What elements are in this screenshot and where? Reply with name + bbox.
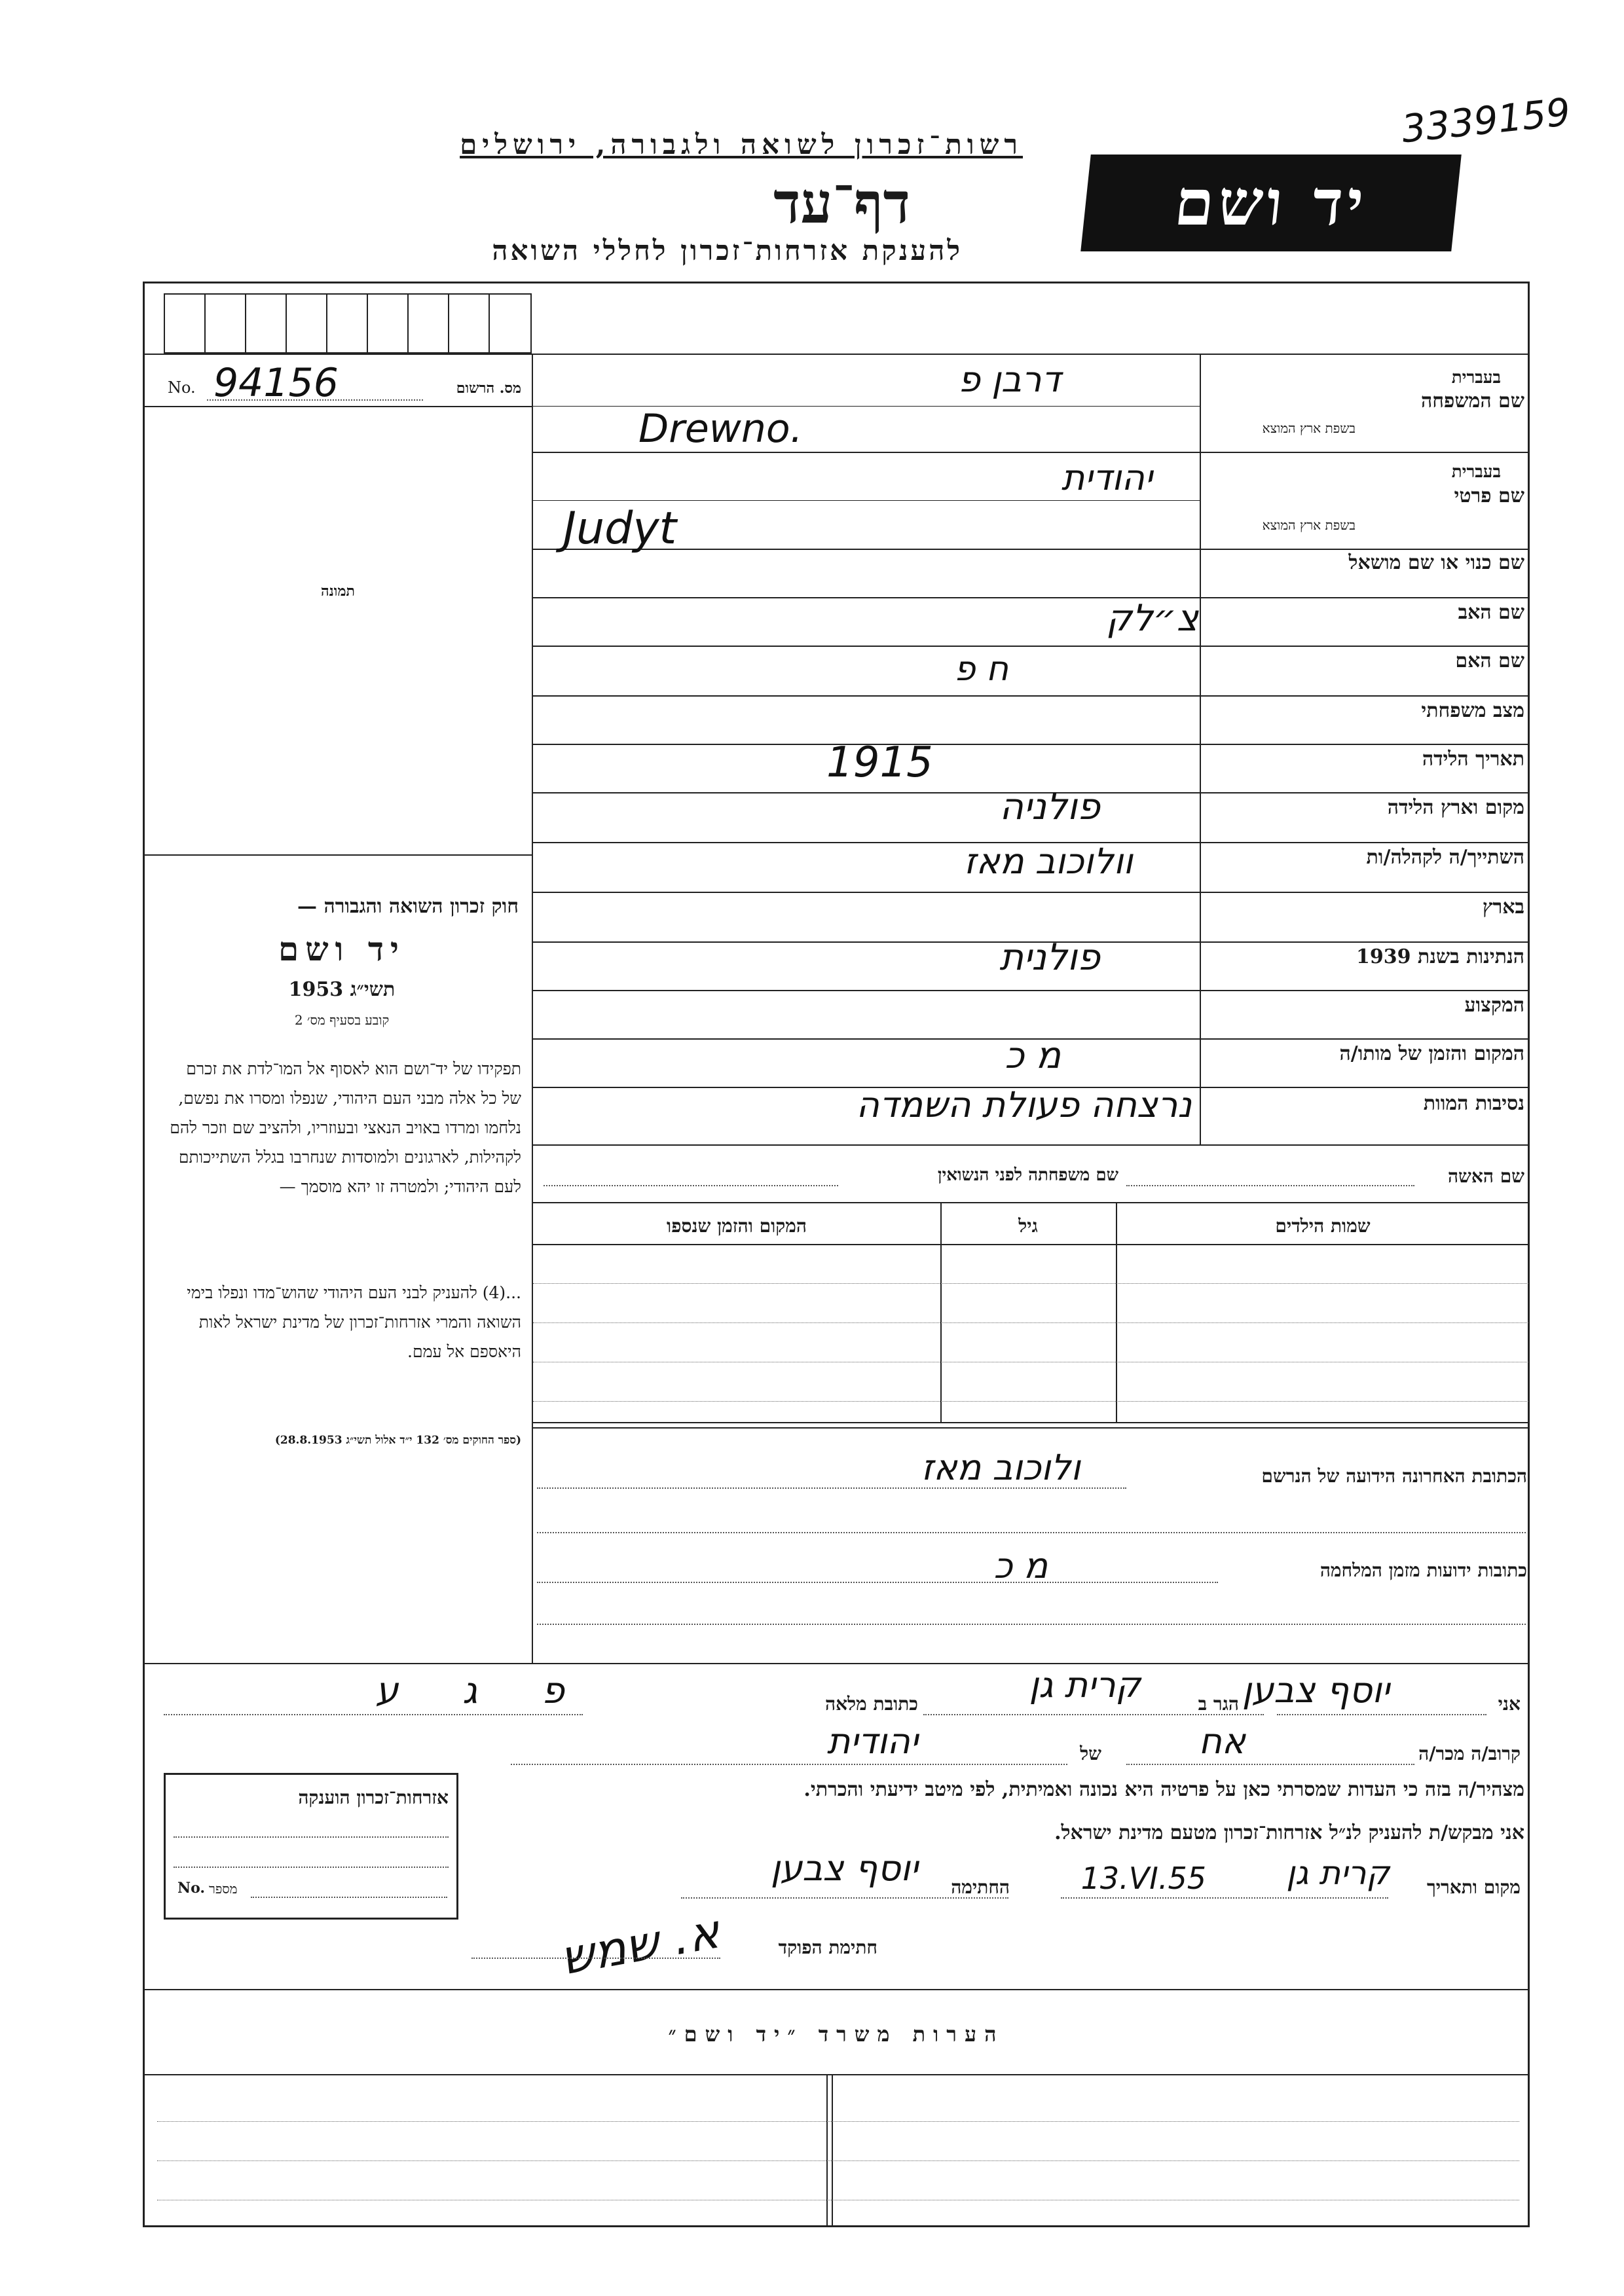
last-address-label: הכתובת האחרונה הידועה של הנרשם (1261, 1465, 1527, 1487)
form-title: דף־עד (773, 170, 910, 236)
law-text-clause: ...(4) להעניק לבני העם היהודי שהוש־מדו ונפלו בימי השואה והמרי אזרחות־זכרון של מדינת ישראל לאות היאספם אל עמם. (187, 1283, 521, 1361)
nationality-label: הנתינות בשנת 1939 (1356, 945, 1524, 968)
nickname-label: שם כנוי או שם מושאל (1348, 551, 1524, 574)
family-name-label: שם המשפחה (1420, 390, 1524, 412)
yad-vashem-logo (1080, 155, 1462, 251)
nationality-value: פולנית (999, 936, 1100, 979)
citizenship-granted-box (164, 1773, 458, 1920)
relation-label: קרוב/ה מכר/ה (1418, 1743, 1521, 1764)
children-place-time-header: המקום והזמן שנספו (667, 1215, 807, 1237)
family-name-hebrew-sublabel: בעברית (1451, 368, 1501, 388)
children-age-header: גיל (1018, 1215, 1038, 1237)
citizenship-box-title: אזרחות־זכרון הוענקה (298, 1787, 449, 1808)
place-date-label: מקום ותאריך (1426, 1876, 1521, 1898)
place-date-row (681, 1848, 1521, 1909)
code-boxes (164, 293, 530, 352)
relation-of-label: של (1080, 1743, 1101, 1764)
birth-date-label: תאריך הלידה (1422, 748, 1524, 771)
photo-label: תמונה (321, 583, 355, 600)
declarant-i-label: אני (1498, 1693, 1521, 1715)
request-text: אני מבקש/ת להעניק לנ״ל אזרחות־זכרון מטעם מדינת ישראל. (1054, 1821, 1524, 1844)
citizenship-box-number-label: מספר (209, 1881, 238, 1897)
stamp-number: 3339159 (1399, 89, 1573, 152)
family-name-origin-value: Drewno. (638, 406, 803, 452)
law-title: חוק זכרון השואה והגבורה — (297, 895, 519, 918)
birth-date-value: 1915 (826, 738, 933, 787)
relation-value: אח (1198, 1721, 1246, 1762)
logo-text: יד ושם (1171, 166, 1371, 240)
citizenship-box-no-label: No. (177, 1880, 206, 1897)
death-place-time-value: מ כ (1005, 1034, 1061, 1077)
wife-maiden-label: שם משפחתה לפני הנשואין (937, 1165, 1118, 1185)
officer-signature: א. שמש (556, 1903, 724, 1986)
relation-of-value: יהודית (826, 1721, 918, 1762)
death-circumstances-label: נסיבות המוות (1423, 1092, 1524, 1115)
first-name-label: שם פרטי (1454, 484, 1524, 507)
law-reference: (ספר החוקים מס׳ 132 י״ד אלול תשי״ג 28.8.1953) (274, 1434, 521, 1447)
officer-row (471, 1903, 877, 1989)
profession-label: המקצוע (1464, 994, 1524, 1017)
declarant-lives-label: הגר ב (1198, 1693, 1239, 1715)
law-text-purpose: תפקידו של יד־ושם הוא לאסוף אל המו־לדת את זכרם של כל אלה מבני העם היהודי, שנפלו ומסרו את נפשם, נלחמו ומרדו באויב הנאצי ובעוזריו, ולהציב שם וזכר להם לקהילות, לארגונים ולמוסדות שנחרבו בגלל השתייכותם לעם היהודי; ולמטרה זו יהא מוסמך — (170, 1059, 521, 1196)
birth-place-label: מקום וארץ הלידה (1387, 796, 1524, 819)
relation-row (511, 1723, 1521, 1776)
declarant-signature: יוסף צבען (770, 1848, 918, 1889)
law-section: קובע בסעיף מס׳ 2 (294, 1012, 390, 1028)
country-label: בארץ (1482, 896, 1524, 919)
law-name: יד ושם (278, 930, 405, 968)
first-name-hebrew-value: יהודית (1061, 457, 1153, 498)
mother-name-value: ח פ (954, 649, 1008, 689)
father-name-value: צ״לק (1106, 597, 1198, 640)
father-name-label: שם האב (1458, 601, 1524, 624)
signature-label: החתימה (951, 1876, 1010, 1898)
first-name-origin-sublabel: בשפת ארץ המוצא (1262, 517, 1356, 533)
first-name-origin-value: Judyt (563, 503, 677, 555)
family-name-origin-sublabel: בשפת ארץ המוצא (1262, 420, 1356, 436)
registration-number: 94156 (213, 360, 339, 406)
declaration-text: מצהיר/ה בזה כי העדות שמסרתי כאן על פרטיה היא נכונה ואמיתית, לפי מיטב ידיעתי והכרתי. (803, 1778, 1524, 1801)
community-label: השתייך/ה לקהלה/ות (1366, 846, 1524, 869)
law-year: תשי״ג 1953 (288, 978, 396, 1001)
date-value: 13.VI.55 (1080, 1861, 1206, 1896)
declarant-row (164, 1664, 1521, 1726)
family-name-hebrew-value: דרבן פ (958, 359, 1061, 400)
office-notes-title: הערות משרד ״יד ושם״ (668, 2022, 1005, 2047)
death-place-time-label: המקום והזמן של מותו/ה (1339, 1042, 1524, 1065)
birth-place-value: פולניה (999, 786, 1100, 828)
last-address-value: ולוכוב מאז (921, 1447, 1080, 1488)
officer-signature-label: חתימת הפוקד (778, 1937, 877, 1958)
declarant-full-address: פ ג ע (375, 1669, 591, 1712)
form-subtitle: להענקת אזרחות־זכרון לחללי השואה (492, 234, 963, 266)
mother-name-label: שם האם (1455, 649, 1524, 672)
community-value: וולוכוב מאז (964, 841, 1133, 882)
authority-name: רשות־זכרון לשואה ולגבורה, ירושלים (460, 128, 1023, 160)
registration-no-label: No. (168, 378, 196, 397)
declarant-city: קרית גן (1029, 1664, 1141, 1705)
registration-label: מס. הרשום (456, 380, 521, 397)
place-value: קרית גן (1286, 1854, 1390, 1892)
declarant-full-address-label: כתובת מלאה (824, 1693, 918, 1715)
wartime-address-label: כתובות ידועות מזמן המלחמה (1320, 1559, 1527, 1581)
marital-status-label: מצב משפחתי (1421, 699, 1524, 722)
children-names-header: שמות הילדים (1275, 1215, 1371, 1237)
first-name-hebrew-sublabel: בעברית (1451, 462, 1501, 482)
wife-label: שם האשה (1447, 1165, 1524, 1187)
declarant-name: יוסף צבען (1242, 1669, 1390, 1711)
wartime-address-value: מ כ (993, 1545, 1048, 1586)
registration-row (168, 360, 521, 406)
death-circumstances-value: נרצחה פעולת השמדה (856, 1084, 1192, 1125)
